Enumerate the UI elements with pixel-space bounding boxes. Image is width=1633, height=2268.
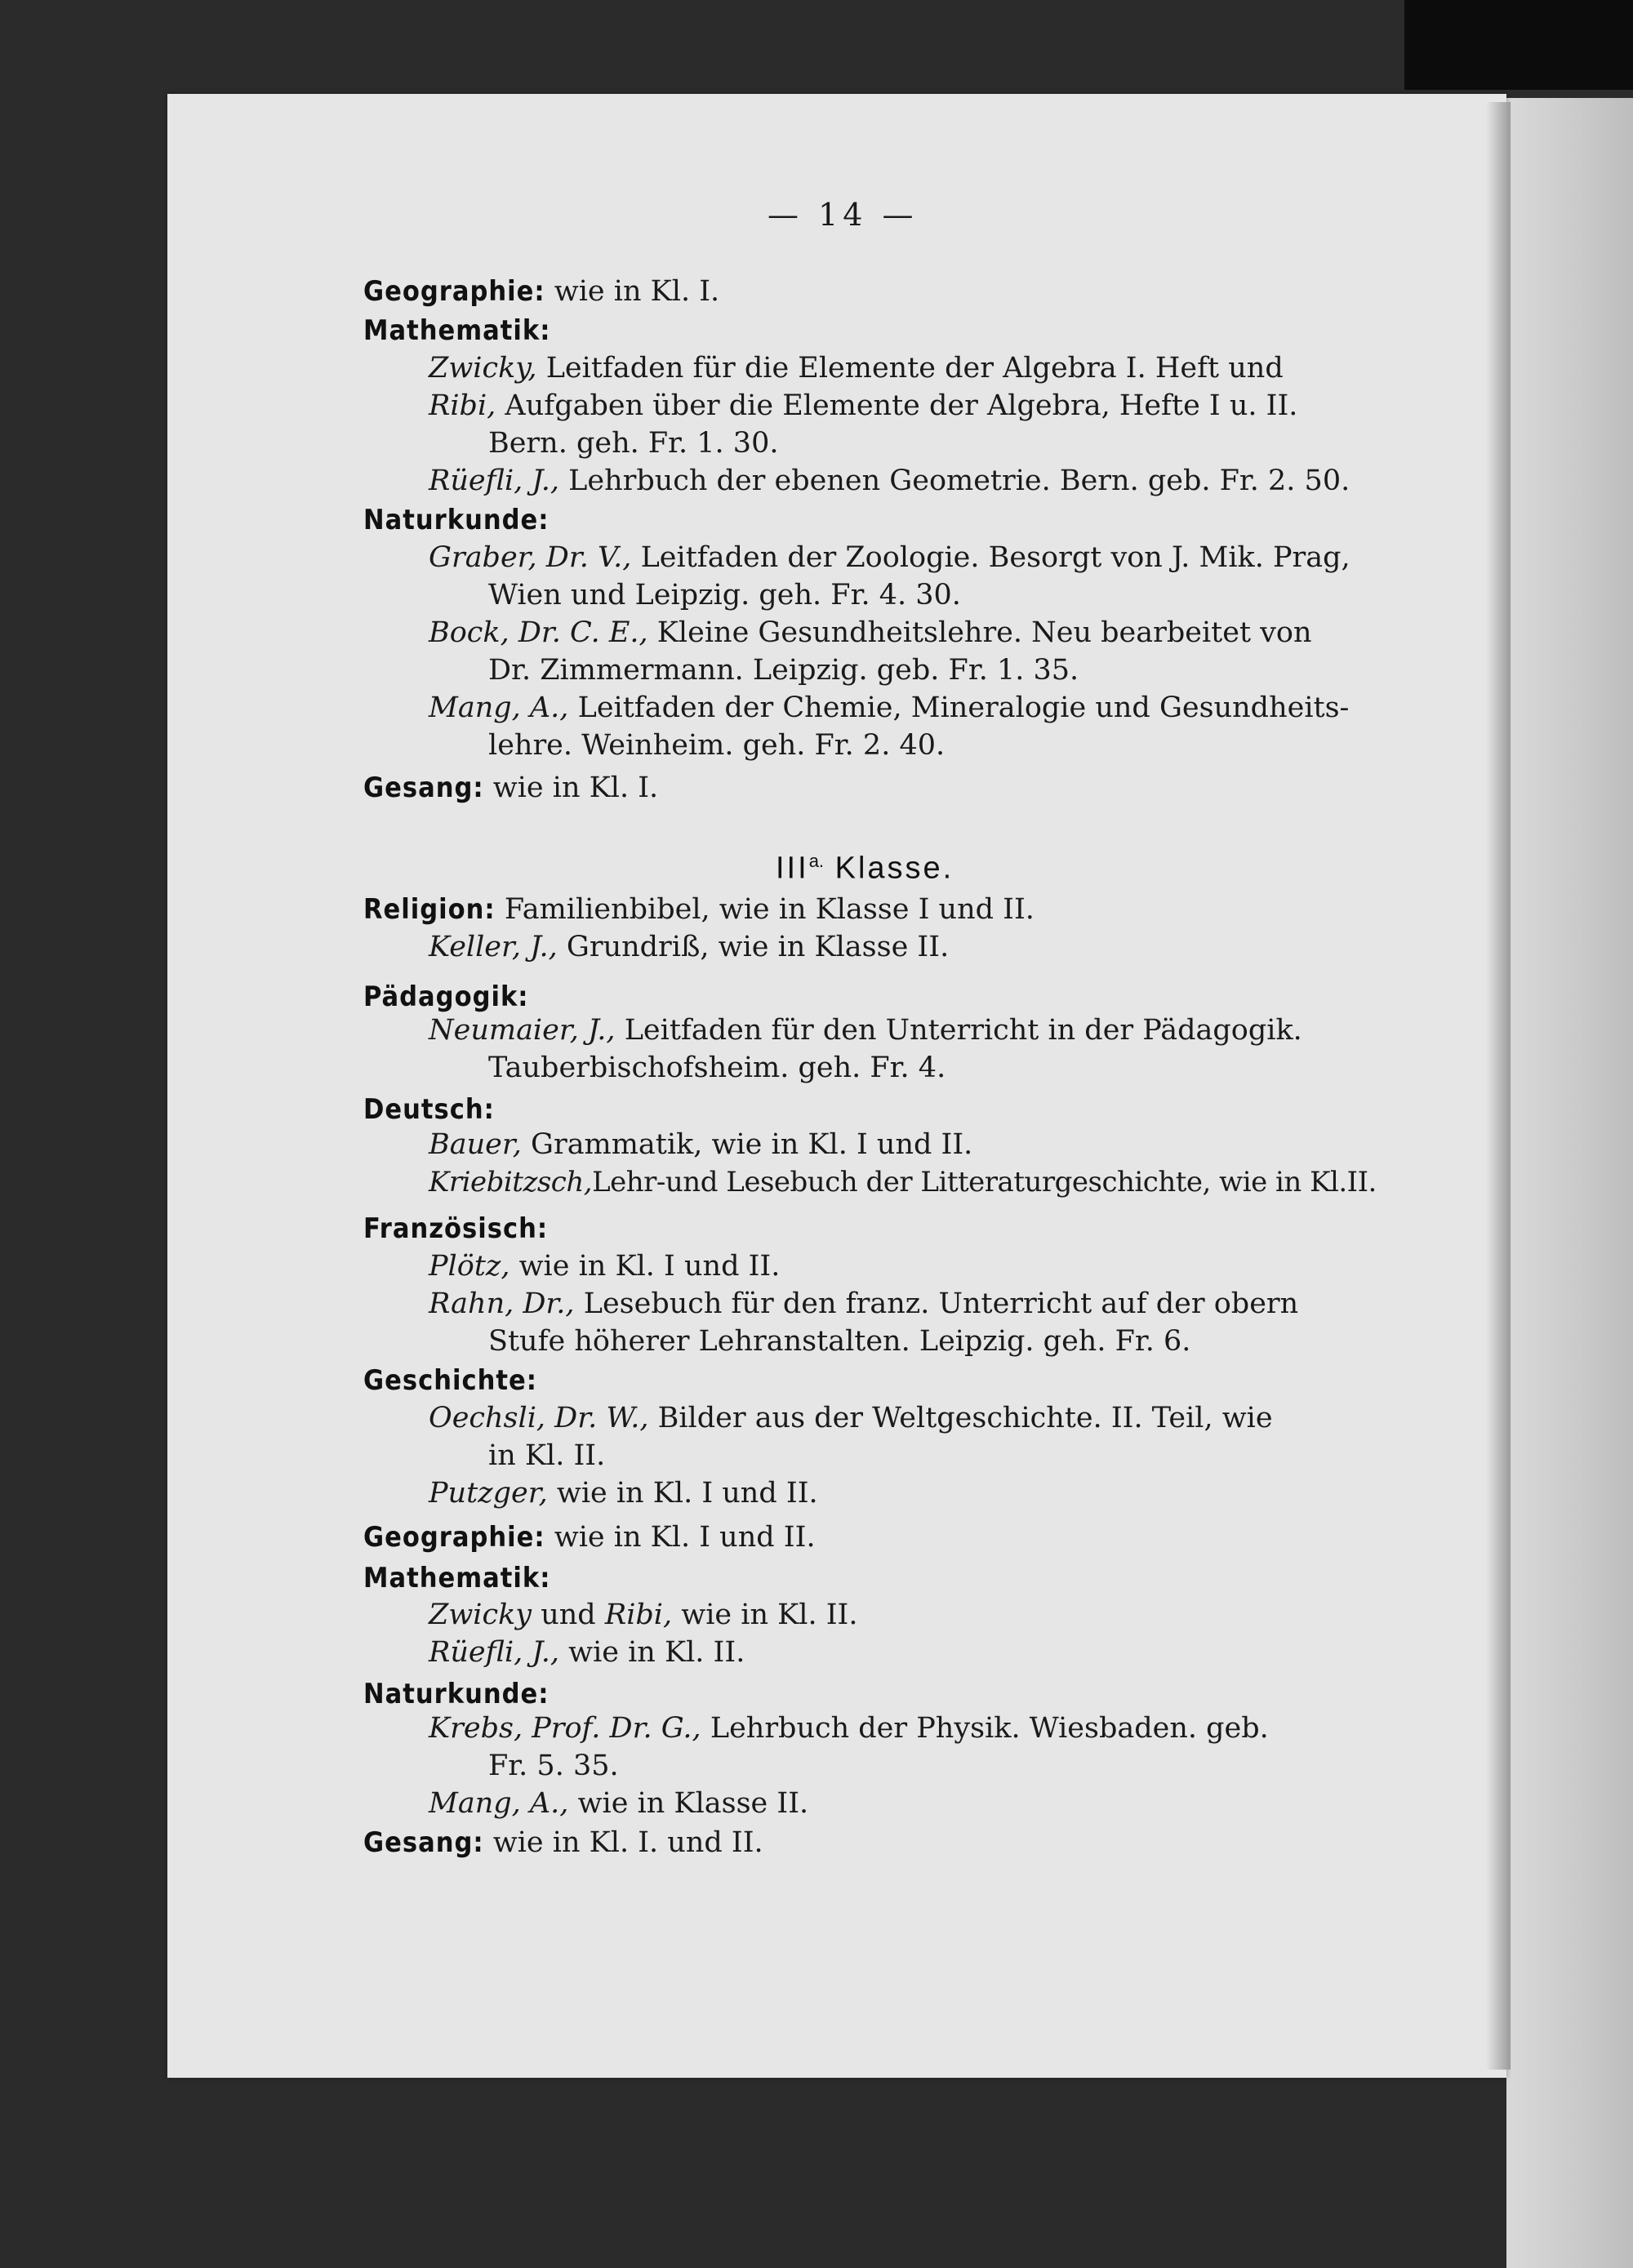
book-entry-bauer <box>429 1127 972 1162</box>
page-gutter-shadow <box>1486 102 1511 2070</box>
entry-text: Grundriß, wie in Klasse II. <box>566 931 950 963</box>
author: Zwicky <box>429 1599 532 1631</box>
book-entry-mang-3a <box>429 1786 808 1821</box>
entry-geographie-3a <box>363 1520 816 1554</box>
entry-text: Leitfaden für den Unterricht in der Pädagogik. <box>624 1014 1302 1047</box>
entry-text: wie in Kl. I. <box>554 275 720 308</box>
entry-text: wie in Kl. I und II. <box>554 1521 816 1554</box>
section-label: Klasse. <box>834 851 954 886</box>
author: Oechsli, Dr. W., <box>429 1402 649 1434</box>
entry-text: Aufgaben über die Elemente der Algebra, Hefte I u. II. <box>505 389 1298 422</box>
author: Putzger, <box>429 1477 548 1510</box>
entry-continuation: Stufe höherer Lehranstalten. Leipzig. geh. Fr. 6. <box>488 1325 1191 1358</box>
page-number: — 14 — <box>768 197 919 233</box>
author: Neumaier, J., <box>429 1014 616 1047</box>
book-entry-ploetz <box>429 1249 780 1283</box>
author: Rüefli, J., <box>429 1636 559 1669</box>
entry-text: Lehrbuch der ebenen Geometrie. Bern. geb. Fr. 2. 50. <box>568 465 1350 497</box>
entry-text: Leitfaden der Chemie, Mineralogie und Gesundheits- <box>577 692 1350 724</box>
subject-heading-naturkunde-3a: Naturkunde: <box>363 1678 550 1710</box>
author: Kriebitzsch, <box>429 1166 593 1198</box>
author: Plötz, <box>429 1250 510 1283</box>
scanner-corner-shadow <box>1404 0 1633 90</box>
book-entry-bock <box>429 616 1312 650</box>
subject-heading: Gesang: <box>363 772 484 804</box>
entry-text: wie in Kl. II. <box>681 1599 858 1631</box>
entry-religion <box>363 892 1035 927</box>
entry-text: Lehrbuch der Physik. Wiesbaden. geb. <box>710 1712 1269 1745</box>
entry-continuation: in Kl. II. <box>488 1439 606 1472</box>
subject-heading-franzoesisch: Französisch: <box>363 1212 549 1245</box>
entry-continuation: Wien und Leipzig. geh. Fr. 4. 30. <box>488 579 961 611</box>
book-entry-keller <box>429 930 949 964</box>
entry-geographie <box>363 274 719 309</box>
author: Ribi, <box>429 389 496 422</box>
entry-text: Leitfaden der Zoologie. Besorgt von J. Mik. Prag, <box>640 541 1350 574</box>
book-entry-oechsli <box>429 1401 1273 1435</box>
author: Bauer, <box>429 1128 522 1161</box>
author: Zwicky, <box>429 352 537 385</box>
subject-heading: Gesang: <box>363 1826 484 1859</box>
entry-continuation: Fr. 5. 35. <box>488 1750 619 1782</box>
entry-text: Grammatik, wie in Kl. I und II. <box>531 1128 973 1161</box>
entry-text: wie in Kl. I. <box>492 772 659 804</box>
entry-continuation: Dr. Zimmermann. Leipzig. geb. Fr. 1. 35. <box>488 654 1079 687</box>
subject-heading-geschichte: Geschichte: <box>363 1364 537 1397</box>
subject-heading-paedagogik: Pädagogik: <box>363 981 529 1013</box>
entry-text: Leitfaden für die Elemente der Algebra I. Heft und <box>545 352 1284 385</box>
entry-text: wie in Kl. I und II. <box>556 1477 818 1510</box>
entry-text: Lehr-und Lesebuch der Litteraturgeschichte, wie in Kl.II. <box>592 1166 1377 1198</box>
book-entry-graber <box>429 540 1350 575</box>
entry-text: wie in Kl. II. <box>568 1636 745 1669</box>
entry-text: Familienbibel, wie in Klasse I und II. <box>504 893 1035 926</box>
section-title <box>776 844 954 886</box>
subject-heading-naturkunde: Naturkunde: <box>363 504 550 536</box>
entry-gesang-3a <box>363 1826 763 1860</box>
book-entry-zwicky <box>429 351 1376 385</box>
author: Mang, A., <box>429 1787 569 1820</box>
section-roman: III <box>776 851 809 886</box>
subject-heading-mathematik: Mathematik: <box>363 314 551 347</box>
book-entry-kriebitzsch <box>429 1165 1377 1199</box>
author: Bock, Dr. C. E., <box>429 616 648 649</box>
book-entry-ruefli <box>429 464 1350 498</box>
author: Ribi, <box>604 1599 673 1631</box>
subject-heading-mathematik-3a: Mathematik: <box>363 1562 551 1594</box>
section-sup: a. <box>808 851 825 871</box>
entry-text: Lesebuch für den franz. Unterricht auf der obern <box>583 1287 1299 1320</box>
book-entry-krebs <box>429 1711 1269 1745</box>
conjunction: und <box>541 1599 596 1631</box>
book-entry-neumaier <box>429 1013 1302 1047</box>
author: Krebs, Prof. Dr. G., <box>429 1712 701 1745</box>
book-entry-ruefli-3a <box>429 1635 745 1670</box>
entry-text: wie in Kl. I und II. <box>518 1250 781 1283</box>
author: Mang, A., <box>429 692 569 724</box>
subject-heading: Geographie: <box>363 1521 545 1554</box>
entry-text: Bilder aus der Weltgeschichte. II. Teil, wie <box>657 1402 1273 1434</box>
entry-text: wie in Kl. I. und II. <box>492 1826 763 1859</box>
book-entry-putzger <box>429 1476 818 1510</box>
book-entry-ribi <box>429 389 1297 423</box>
entry-continuation: Tauberbischofsheim. geh. Fr. 4. <box>488 1052 946 1084</box>
author: Rahn, Dr., <box>429 1287 575 1320</box>
entry-gesang <box>363 771 658 805</box>
author: Keller, J., <box>429 931 558 963</box>
book-entry-zwicky-ribi <box>429 1598 858 1632</box>
entry-text: Kleine Gesundheitslehre. Neu bearbeitet von <box>656 616 1312 649</box>
subject-heading: Geographie: <box>363 275 545 308</box>
book-entry-mang <box>429 691 1349 725</box>
subject-heading-deutsch: Deutsch: <box>363 1093 495 1126</box>
entry-continuation: Bern. geh. Fr. 1. 30. <box>488 427 779 460</box>
author: Rüefli, J., <box>429 465 559 497</box>
book-entry-rahn <box>429 1287 1298 1321</box>
author: Graber, Dr. V., <box>429 541 632 574</box>
facing-page-edge <box>1506 98 1633 2268</box>
subject-heading: Religion: <box>363 893 496 926</box>
entry-text: wie in Klasse II. <box>577 1787 809 1820</box>
entry-continuation: lehre. Weinheim. geh. Fr. 2. 40. <box>488 729 946 762</box>
